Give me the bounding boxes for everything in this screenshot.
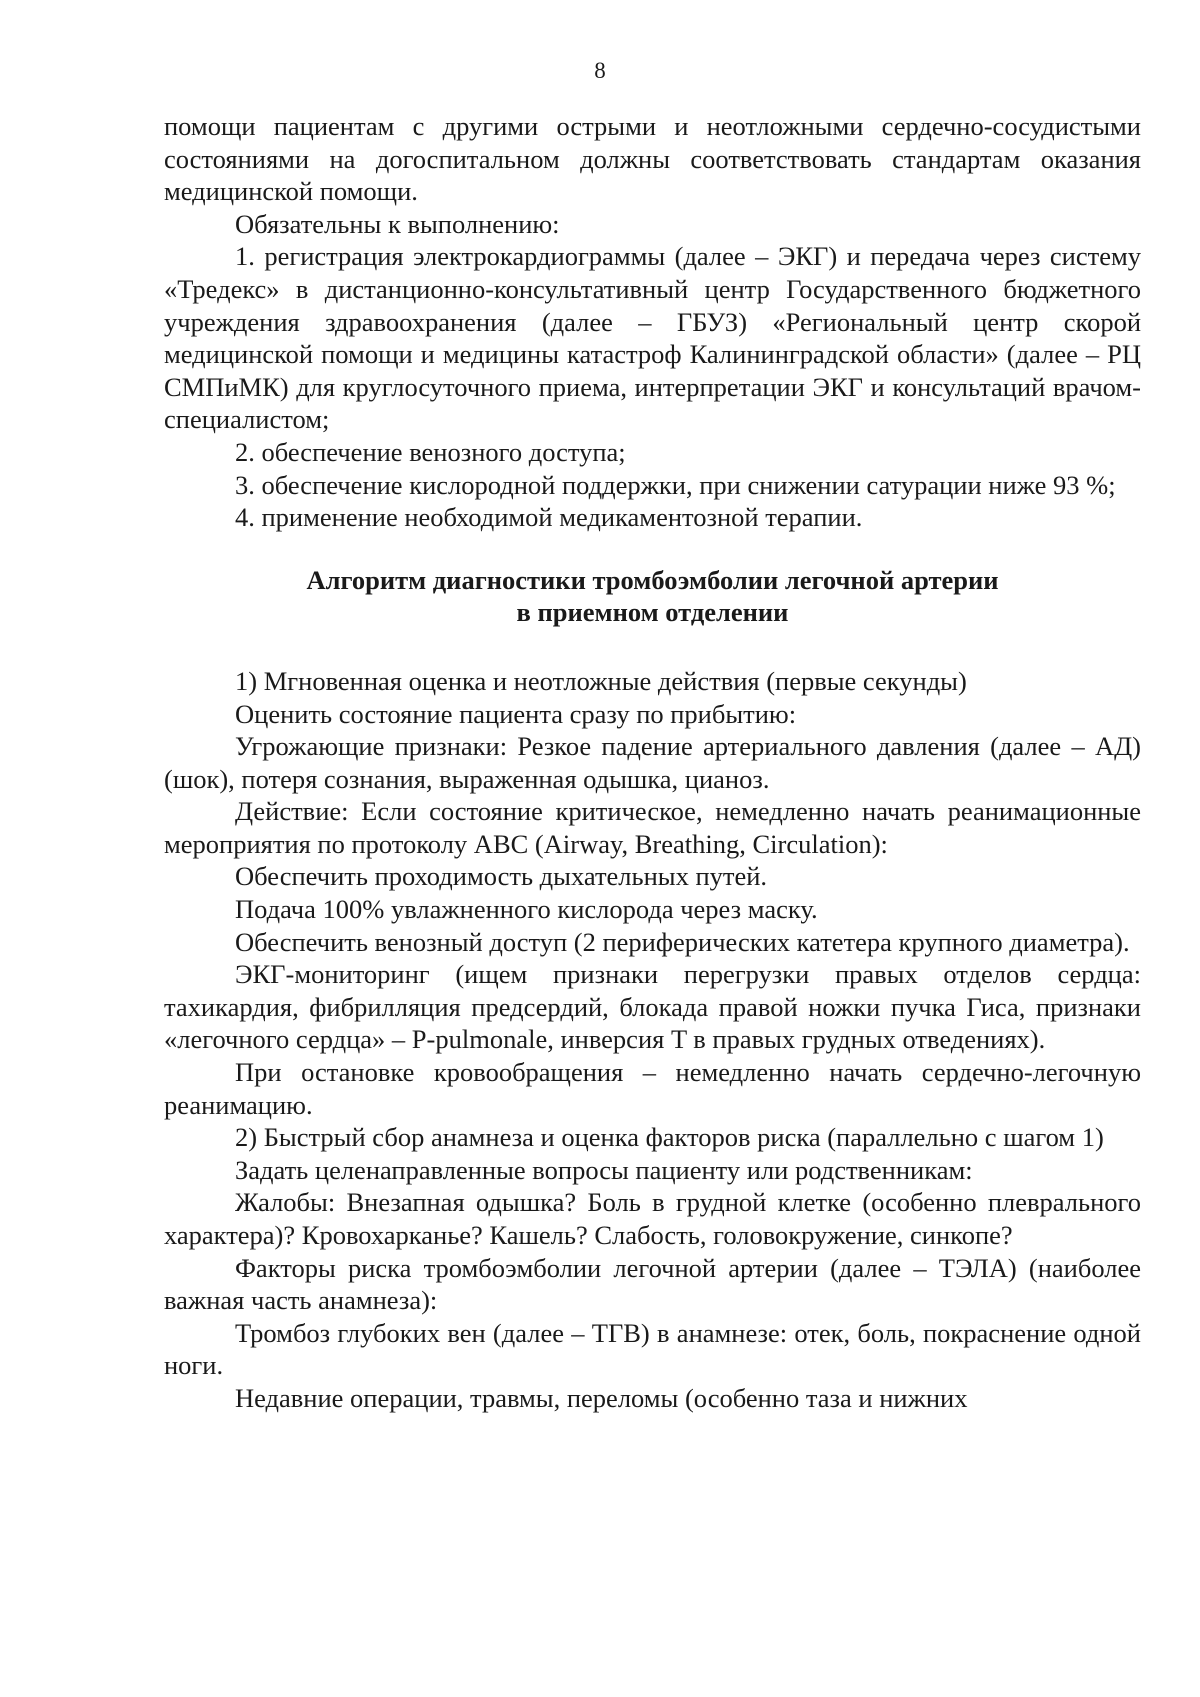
paragraph: Обязательны к выполнению: [235,208,560,239]
document-body [164,110,1141,1415]
paragraph: Факторы риска тромбоэмболии легочной артерии (далее – ТЭЛА) (наиболее важная часть анамнеза): [164,1252,1141,1316]
paragraph: Тромбоз глубоких вен (далее – ТГВ) в анамнезе: отек, боль, покраснение одной ноги. [164,1317,1141,1381]
paragraph: ЭКГ-мониторинг (ищем признаки перегрузки правых отделов сердца: тахикардия, фибрилляция предсердий, блокада правой ножки пучка Гиса, признаки «легочного сердца» – P-pulmonale, инверсия T в правых грудных отведениях). [164,959,1141,1055]
paragraph: Оценить состояние пациента сразу по прибытию: [235,698,797,729]
paragraph: Обеспечить венозный доступ (2 периферических катетера крупного диаметра). [235,926,1130,957]
paragraph: 3. обеспечение кислородной поддержки, при снижении сатурации ниже 93 %; [235,469,1116,500]
page-number: 8 [594,58,606,83]
section-heading [164,564,1141,629]
paragraphs-after-heading [164,665,1141,1415]
paragraph: 1) Мгновенная оценка и неотложные действия (первые секунды) [235,665,967,696]
paragraph: Подача 100% увлажненного кислорода через маску. [235,894,818,925]
paragraph: Действие: Если состояние критическое, немедленно начать реанимационные мероприятия по протоколу ABC (Airway, Breathing, Circulation): [164,796,1141,859]
section-heading-line-1: Алгоритм диагностики тромбоэмболии легочной артерии [306,564,999,595]
section-heading-line-2: в приемном отделении [516,597,789,628]
paragraph: Недавние операции, травмы, переломы (особенно таза и нижних [235,1382,968,1413]
paragraph: 2. обеспечение венозного доступа; [235,436,626,467]
paragraph: 1. регистрация электрокардиограммы (далее – ЭКГ) и передача через систему «Тредекс» в дистанционно-консультативный центр Государственного бюджетного учреждения здравоохранения (далее – ГБУЗ) «Региональный центр скорой медицинской помощи и медицины катастроф Калининградской области» (далее – РЦ СМПиМК) для круглосуточного приема, интерпретации ЭКГ и консультаций врачом-специалистом; [164,241,1141,435]
paragraph: 4. применение необходимой медикаментозной терапии. [235,502,863,533]
paragraph: Жалобы: Внезапная одышка? Боль в грудной клетке (особенно плеврального характера)? Кровохарканье? Кашель? Слабость, головокружение, синкопе? [164,1187,1141,1250]
paragraph: Угрожающие признаки: Резкое падение артериального давления (далее – АД) (шок), потеря сознания, выраженная одышка, цианоз. [164,731,1141,794]
paragraph: помощи пациентам с другими острыми и неотложными сердечно-сосудистыми состояниями на догоспитальном должны соответствовать стандартам оказания медицинской помощи. [164,111,1141,207]
paragraph: Задать целенаправленные вопросы пациенту или родственникам: [235,1154,973,1185]
paragraph: 2) Быстрый сбор анамнеза и оценка факторов риска (параллельно с шагом 1) [235,1122,1104,1153]
paragraph: При остановке кровообращения – немедленно начать сердечно-легочную реанимацию. [164,1057,1141,1120]
paragraph: Обеспечить проходимость дыхательных путей. [235,861,768,892]
paragraphs-before-heading [164,110,1141,534]
